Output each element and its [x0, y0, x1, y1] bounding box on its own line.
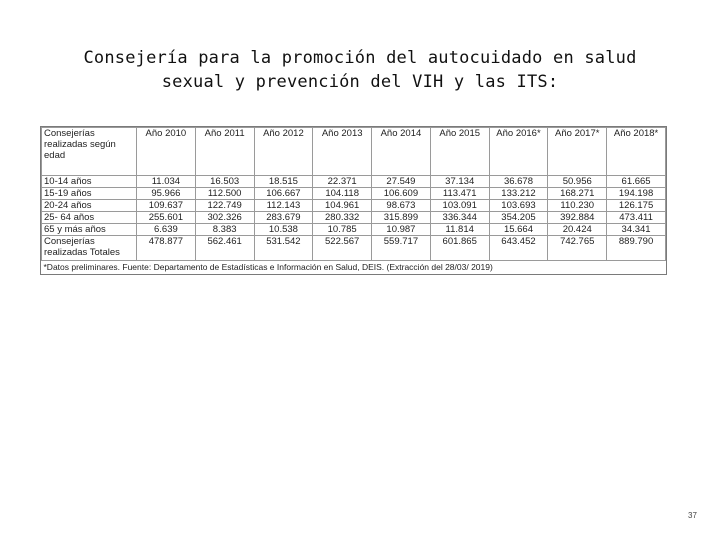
- table-cell: 122.749: [195, 200, 254, 212]
- header-cell-year: Año 2016*: [489, 128, 548, 176]
- total-cell: 531.542: [254, 236, 313, 261]
- header-cell-year: Año 2018*: [607, 128, 666, 176]
- table-cell: 34.341: [607, 224, 666, 236]
- total-row-label: Consejerías realizadas Totales: [42, 236, 137, 261]
- row-label: 20-24 años: [42, 200, 137, 212]
- total-cell: 889.790: [607, 236, 666, 261]
- table-cell: 103.091: [430, 200, 489, 212]
- table-row: [42, 200, 666, 212]
- counseling-table-container: [40, 126, 667, 275]
- table-cell: 27.549: [372, 176, 431, 188]
- row-label: 65 y más años: [42, 224, 137, 236]
- table-cell: 37.134: [430, 176, 489, 188]
- table-total-row: [42, 236, 666, 261]
- total-cell: 559.717: [372, 236, 431, 261]
- header-cell-year: Año 2010: [137, 128, 196, 176]
- header-cell-year: Año 2015: [430, 128, 489, 176]
- table-cell: 98.673: [372, 200, 431, 212]
- total-cell: 478.877: [137, 236, 196, 261]
- table-cell: 6.639: [137, 224, 196, 236]
- row-label: 10-14 años: [42, 176, 137, 188]
- table-cell: 36.678: [489, 176, 548, 188]
- table-cell: 302.326: [195, 212, 254, 224]
- table-cell: 336.344: [430, 212, 489, 224]
- table-row: [42, 212, 666, 224]
- table-cell: 126.175: [607, 200, 666, 212]
- header-cell-year: Año 2014: [372, 128, 431, 176]
- table-cell: 473.411: [607, 212, 666, 224]
- table-cell: 109.637: [137, 200, 196, 212]
- table-cell: 110.230: [548, 200, 607, 212]
- table-cell: 11.814: [430, 224, 489, 236]
- table-cell: 194.198: [607, 188, 666, 200]
- header-cell-year: Año 2011: [195, 128, 254, 176]
- table-cell: 103.693: [489, 200, 548, 212]
- table-cell: 95.966: [137, 188, 196, 200]
- table-cell: 315.899: [372, 212, 431, 224]
- table-cell: 61.665: [607, 176, 666, 188]
- table-cell: 18.515: [254, 176, 313, 188]
- page-number: 37: [688, 511, 697, 520]
- table-cell: 50.956: [548, 176, 607, 188]
- table-cell: 283.679: [254, 212, 313, 224]
- slide-title-line-2: sexual y prevención del VIH y las ITS:: [161, 72, 559, 92]
- table-cell: 168.271: [548, 188, 607, 200]
- table-cell: 10.785: [313, 224, 372, 236]
- table-header-row: [42, 128, 666, 176]
- total-cell: 522.567: [313, 236, 372, 261]
- header-cell-year: Año 2017*: [548, 128, 607, 176]
- slide-title: [30, 46, 690, 94]
- header-cell-age: Consejerías realizadas según edad: [42, 128, 137, 176]
- table-cell: 112.143: [254, 200, 313, 212]
- table-row: [42, 176, 666, 188]
- table-cell: 10.987: [372, 224, 431, 236]
- table-cell: 11.034: [137, 176, 196, 188]
- table-cell: 113.471: [430, 188, 489, 200]
- total-cell: 643.452: [489, 236, 548, 261]
- table-cell: 20.424: [548, 224, 607, 236]
- table-cell: 133.212: [489, 188, 548, 200]
- header-cell-year: Año 2012: [254, 128, 313, 176]
- table-row: [42, 224, 666, 236]
- total-cell: 742.765: [548, 236, 607, 261]
- counseling-table: [41, 127, 666, 274]
- row-label: 25- 64 años: [42, 212, 137, 224]
- table-cell: 112.500: [195, 188, 254, 200]
- total-cell: 601.865: [430, 236, 489, 261]
- table-cell: 15.664: [489, 224, 548, 236]
- table-cell: 104.118: [313, 188, 372, 200]
- table-cell: 16.503: [195, 176, 254, 188]
- table-footnote: *Datos preliminares. Fuente: Departamento de Estadísticas e Información en Salud, DEIS. (Extracción del 28/03/ 2019): [42, 261, 666, 275]
- footnote-row: [42, 261, 666, 275]
- total-cell: 562.461: [195, 236, 254, 261]
- table-cell: 280.332: [313, 212, 372, 224]
- slide-title-line-1: Consejería para la promoción del autocuidado en salud: [83, 48, 637, 68]
- table-cell: 104.961: [313, 200, 372, 212]
- table-cell: 354.205: [489, 212, 548, 224]
- table-cell: 106.609: [372, 188, 431, 200]
- table-cell: 106.667: [254, 188, 313, 200]
- table-cell: 392.884: [548, 212, 607, 224]
- row-label: 15-19 años: [42, 188, 137, 200]
- table-cell: 255.601: [137, 212, 196, 224]
- table-cell: 10.538: [254, 224, 313, 236]
- table-row: [42, 188, 666, 200]
- header-cell-year: Año 2013: [313, 128, 372, 176]
- table-cell: 8.383: [195, 224, 254, 236]
- table-cell: 22.371: [313, 176, 372, 188]
